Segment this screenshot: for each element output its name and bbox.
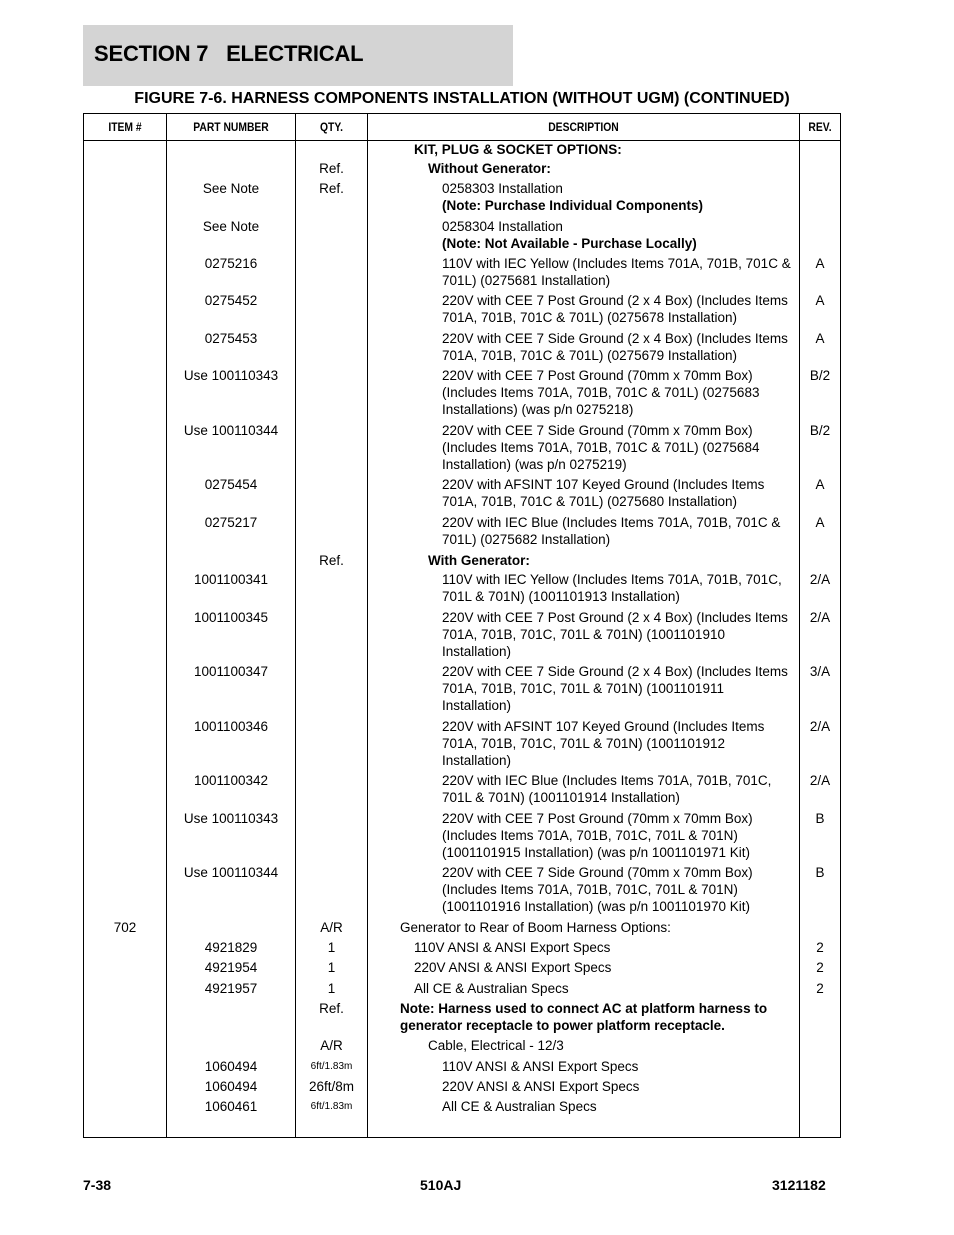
description-cell: 220V with AFSINT 107 Keyed Ground (Includes Items 701A, 701B, 701C & 701L) (0275680 Installation) [442, 477, 765, 509]
description-cell: (Note: Purchase Individual Components) [442, 198, 704, 213]
part-number-cell: 4921829 [204, 940, 258, 955]
column-header-item: ITEM # [108, 120, 142, 134]
column-divider [367, 114, 368, 1137]
parts-table [83, 113, 841, 1138]
rev-cell: 2/A [809, 610, 831, 625]
section-banner [83, 25, 513, 86]
part-number-cell: 0275453 [204, 331, 258, 346]
rev-cell: 2 [816, 981, 824, 996]
description-cell: Cable, Electrical - 12/3 [428, 1038, 564, 1053]
description-cell: 220V with CEE 7 Side Ground (2 x 4 Box) (Includes Items 701A, 701B, 701C & 701L) (0275679 Installation) [442, 331, 788, 363]
description-cell: 220V with CEE 7 Side Ground (2 x 4 Box) (Includes Items 701A, 701B, 701C, 701L & 701N) (1001101911 Installation) [442, 664, 788, 713]
description-cell: 220V with CEE 7 Post Ground (70mm x 70mm Box) (Includes Items 701A, 701B, 701C & 701L) (0275683 Installations) (was p/n 0275218) [442, 368, 760, 417]
column-header-qty: QTY. [320, 120, 343, 134]
part-number-cell: Use 100110344 [183, 423, 279, 438]
qty-cell: A/R [320, 920, 343, 935]
rev-cell: 2/A [809, 572, 831, 587]
part-number-cell: 0275217 [204, 515, 258, 530]
qty-cell: Ref. [319, 161, 344, 176]
description-cell: Generator to Rear of Boom Harness Options: [400, 920, 671, 935]
description-cell: 0258303 Installation [442, 181, 563, 196]
description-cell: 220V with CEE 7 Side Ground (70mm x 70mm Box) (Includes Items 701A, 701B, 701C, 701L & 701N) (1001101916 Installation) (was p/n 1001101970 Kit) [442, 865, 753, 914]
qty-cell: 1 [327, 981, 336, 996]
part-number-cell: Use 100110343 [183, 811, 279, 826]
figure-title: FIGURE 7-6. HARNESS COMPONENTS INSTALLATION (WITHOUT UGM) (CONTINUED) [134, 90, 790, 107]
page-number: 7-38 [83, 1177, 112, 1193]
description-cell: KIT, PLUG & SOCKET OPTIONS: [414, 142, 622, 157]
qty-cell: 6ft/1.83m [310, 1061, 353, 1072]
column-header-description: DESCRIPTION [548, 120, 619, 134]
description-cell: 220V ANSI & ANSI Export Specs [442, 1079, 640, 1094]
part-number-cell: See Note [202, 219, 260, 234]
qty-cell: 26ft/8m [308, 1079, 355, 1094]
description-cell: 110V ANSI & ANSI Export Specs [442, 1059, 639, 1074]
part-number-cell: 1001100347 [193, 664, 269, 679]
part-number-cell: 0275452 [204, 293, 258, 308]
part-number-cell: 4921957 [204, 981, 258, 996]
rev-cell: 2/A [809, 719, 831, 734]
description-cell: 220V with CEE 7 Post Ground (2 x 4 Box) (Includes Items 701A, 701B, 701C & 701L) (0275678 Installation) [442, 293, 788, 325]
description-cell: 110V with IEC Yellow (Includes Items 701A, 701B, 701C & 701L) (0275681 Installation) [442, 256, 791, 288]
description-cell: 110V ANSI & ANSI Export Specs [414, 940, 611, 955]
part-number-cell: 1060494 [204, 1059, 258, 1074]
description-cell: 220V ANSI & ANSI Export Specs [414, 960, 612, 975]
part-number-cell: 1001100346 [193, 719, 269, 734]
part-number-cell: 1001100342 [193, 773, 269, 788]
description-cell: 220V with IEC Blue (Includes Items 701A, 701B, 701C & 701L) (0275682 Installation) [442, 515, 781, 547]
rev-cell: 3/A [809, 664, 831, 679]
description-cell: 220V with IEC Blue (Includes Items 701A, 701B, 701C, 701L & 701N) (1001101914 Installation) [442, 773, 772, 805]
description-cell: Note: Harness used to connect AC at platform harness to generator receptacle to power platform receptacle. [400, 1001, 768, 1033]
description-cell: (Note: Not Available - Purchase Locally) [442, 236, 697, 251]
column-header-part-number: PART NUMBER [193, 120, 269, 134]
description-cell: All CE & Australian Specs [414, 981, 569, 996]
description-cell: 0258304 Installation [442, 219, 563, 234]
part-number-cell: 1001100345 [193, 610, 269, 625]
description-cell: 220V with CEE 7 Side Ground (70mm x 70mm Box) (Includes Items 701A, 701B, 701C & 701L) (0275684 Installation) (was p/n 0275219) [442, 423, 760, 472]
rev-cell: B/2 [809, 368, 831, 383]
description-cell: With Generator: [428, 553, 530, 568]
rev-cell: 2 [816, 940, 824, 955]
qty-cell: A/R [320, 1038, 343, 1053]
column-header-rev: REV. [808, 120, 832, 134]
description-cell: All CE & Australian Specs [442, 1099, 597, 1114]
part-number-cell: 1060494 [204, 1079, 258, 1094]
model-name: 510AJ [420, 1177, 462, 1193]
part-number-cell: Use 100110343 [183, 368, 279, 383]
rev-cell: B [815, 865, 825, 880]
description-cell: 110V with IEC Yellow (Includes Items 701A, 701B, 701C, 701L & 701N) (1001101913 Installation) [442, 572, 782, 604]
document-number: 3121182 [772, 1177, 826, 1193]
item-number-cell: 702 [113, 920, 137, 935]
part-number-cell: See Note [202, 181, 260, 196]
part-number-cell: 1001100341 [193, 572, 269, 587]
rev-cell: 2/A [809, 773, 831, 788]
description-cell: 220V with AFSINT 107 Keyed Ground (Includes Items 701A, 701B, 701C, 701L & 701N) (1001101912 Installation) [442, 719, 765, 768]
rev-cell: B [815, 811, 825, 826]
description-cell: 220V with CEE 7 Post Ground (70mm x 70mm Box) (Includes Items 701A, 701B, 701C, 701L & 701N) (1001101915 Installation) (was p/n 1001101971 Kit) [442, 811, 753, 860]
description-cell: Without Generator: [428, 161, 551, 176]
qty-cell: 1 [327, 960, 336, 975]
qty-cell: Ref. [319, 1001, 344, 1016]
qty-cell: Ref. [319, 553, 344, 568]
qty-cell: Ref. [319, 181, 344, 196]
rev-cell: A [815, 477, 825, 492]
part-number-cell: 4921954 [204, 960, 258, 975]
section-title: SECTION 7 ELECTRICAL [94, 41, 364, 66]
qty-cell: 6ft/1.83m [310, 1101, 353, 1112]
rev-cell: 2 [816, 960, 824, 975]
part-number-cell: 1060461 [204, 1099, 258, 1114]
rev-cell: B/2 [809, 423, 831, 438]
rev-cell: A [815, 256, 825, 271]
rev-cell: A [815, 293, 825, 308]
part-number-cell: 0275454 [204, 477, 258, 492]
qty-cell: 1 [327, 940, 336, 955]
rev-cell: A [815, 515, 825, 530]
part-number-cell: Use 100110344 [183, 865, 279, 880]
part-number-cell: 0275216 [204, 256, 258, 271]
description-cell: 220V with CEE 7 Post Ground (2 x 4 Box) (Includes Items 701A, 701B, 701C, 701L & 701N) (1001101910 Installation) [442, 610, 788, 659]
rev-cell: A [815, 331, 825, 346]
